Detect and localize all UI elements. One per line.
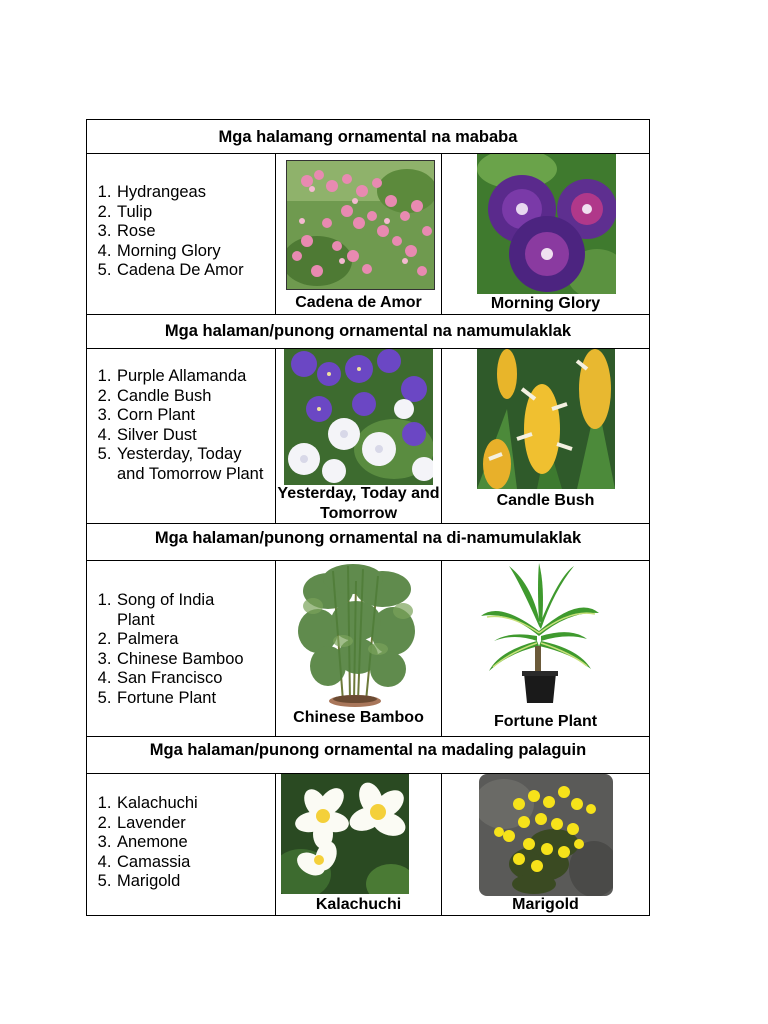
image-caption: Candle Bush [496,492,595,509]
purple-morning-glory-photo [477,154,616,294]
section-3-row [87,561,649,737]
section-4-header: Mga halaman/punong ornamental na madaling palaguin [87,737,649,774]
list-item: 3. Rose [116,222,275,242]
column-divider [441,154,442,314]
white-yellow-frangipani-photo [281,774,409,894]
list-item: 3. Corn Plant [116,406,275,426]
image-caption: Fortune Plant [493,713,598,730]
list-item: 4. Camassia [116,853,275,873]
section-1-list [87,183,275,281]
list-item: 5. Cadena De Amor [116,261,275,281]
section-2-list [87,367,275,484]
bamboo-pot-photo [288,561,428,709]
list-item: 1. Kalachuchi [116,794,275,814]
yellow-candle-flower-photo [477,349,615,489]
section-3-header: Mga halaman/punong ornamental na di-namumulaklak [87,524,649,561]
fortune-plant-pot-photo [479,561,601,711]
section-4-row [87,774,649,915]
list-item: 4. Morning Glory [116,242,275,262]
column-divider [441,774,442,915]
section-3-list-cell [87,561,275,736]
list-item: 3. Anemone [116,833,275,853]
list-item: 2. Lavender [116,814,275,834]
purple-white-flowers-photo [284,349,433,485]
list-item: 2. Tulip [116,203,275,223]
section-4-list [87,794,275,892]
section-1-header: Mga halamang ornamental na mababa [87,120,649,154]
image-caption: Marigold [512,896,579,913]
yellow-marigold-photo [479,774,613,896]
section-2-header: Mga halaman/punong ornamental na namumulaklak [87,315,649,349]
image-caption: Kalachuchi [315,896,402,913]
list-item: 5. Yesterday, Today and Tomorrow Plant [116,445,275,484]
column-divider [275,154,276,314]
list-item: 1. Song of India Plant [116,591,275,630]
column-divider [441,561,442,736]
list-item: 1. Purple Allamanda [116,367,275,387]
section-2-row [87,349,649,524]
list-item: 2. Candle Bush [116,387,275,407]
ornamental-plants-table [86,119,650,916]
image-caption: Chinese Bamboo [293,709,424,726]
section-1-list-cell [87,154,275,314]
image-caption: Morning Glory [490,295,601,312]
section-1-row [87,154,649,315]
section-3-list [87,591,275,708]
section-2-list-cell [87,349,275,523]
image-caption: Cadena de Amor [295,294,422,311]
image-caption: Yesterday, Today and Tomorrow [277,485,440,522]
list-item: 5. Fortune Plant [116,689,275,709]
list-item: 5. Marigold [116,872,275,892]
section-4-list-cell [87,774,275,915]
list-item: 4. Silver Dust [116,426,275,446]
pink-flower-cluster-photo [286,160,435,290]
list-item: 2. Palmera [116,630,275,650]
list-item: 4. San Francisco [116,669,275,689]
list-item: 1. Hydrangeas [116,183,275,203]
column-divider [275,774,276,915]
list-item: 3. Chinese Bamboo [116,650,275,670]
